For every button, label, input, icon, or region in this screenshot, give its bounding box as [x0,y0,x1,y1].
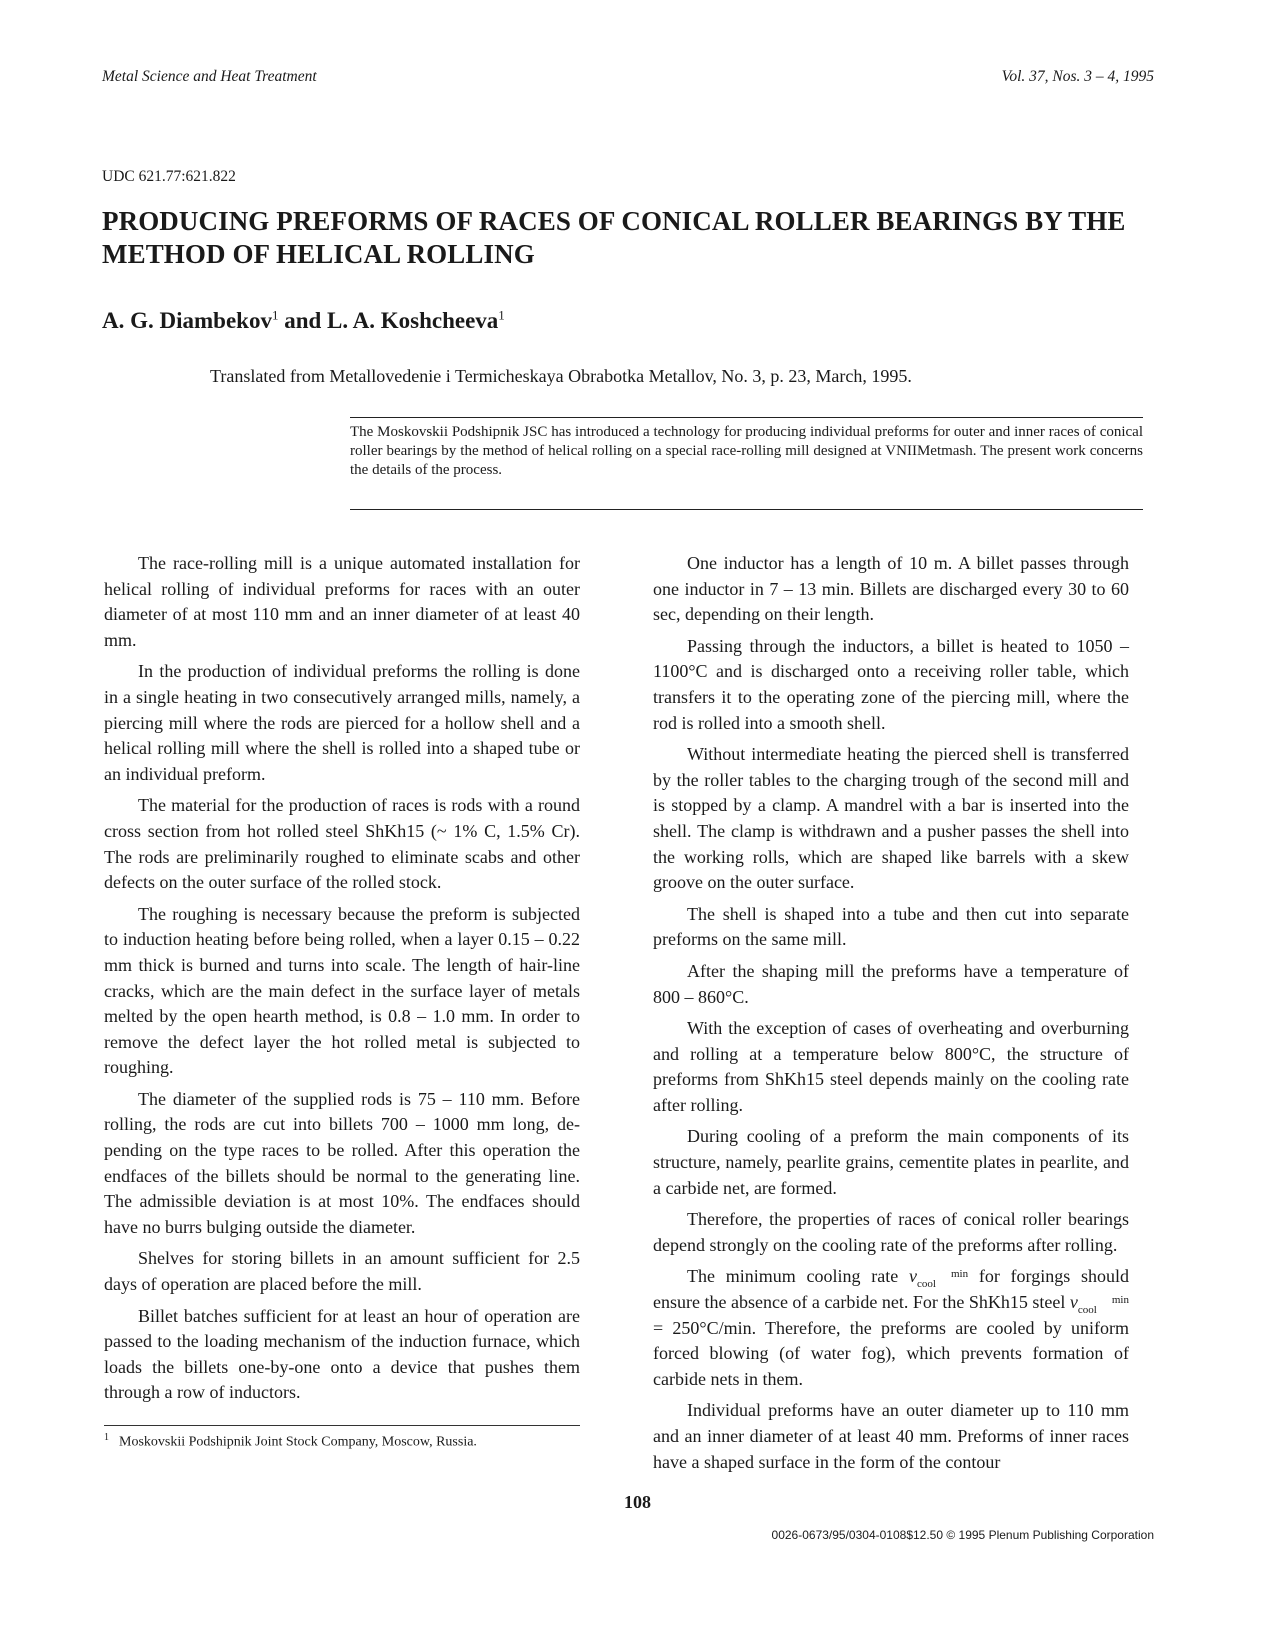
cooling-rate-symbol [1069,1292,1129,1317]
volume-info: Vol. 37, Nos. 3 – 4, 1995 [1001,68,1154,85]
paragraph: The race-rolling mill is a unique automated installation for helical rolling of individual preforms for races with an outer diameter of at most 110 mm and an inner diameter of at least 40 mm. [104,553,580,650]
author-connector: and [278,308,328,333]
udc-code: UDC 621.77:621.822 [102,168,236,185]
left-column [104,551,580,1412]
cooling-rate-symbol [908,1266,969,1291]
journal-name: Metal Science and Heat Treatment [102,68,317,85]
paragraph: During cooling of a preform the main components of its structure, namely, pearlite grains, cementite plates in pearlite, and a carbide net, are formed. [653,1126,1129,1198]
paragraph: Shelves for storing billets in an amount sufficient for 2.5 days of operation are placed before the mill. [104,1248,580,1295]
footnote-rule [104,1425,580,1426]
page-number: 108 [624,1492,651,1512]
paragraph: Passing through the inductors, a billet is heated to 1050 – 1100°C and is discharged onto a receiving roller table, which transfers it to the operating zone of the piercing mill, where the rod is rolled into a smooth shell. [653,635,1129,733]
translation-note: Translated from Metallovedenie i Termicheskaya Obrabotka Metallov, No. 3, p. 23, March, 1995. [210,366,912,386]
paragraph: The roughing is necessary because the preform is subjected to induction heating before being rolled, when a layer 0.15 – 0.22 mm thick is burned and turns into scale. The length of hair-line cracks, which are the main defect in the surface layer of metals melted by the open hearth method, is 0.8 – 1.0 mm. In order to remove the defect layer the hot rolled metal is subjected to roughing. [104,903,580,1078]
authors [102,308,505,334]
symbol-sub: cool [1077,1304,1097,1317]
paragraph: Without intermediate heating the pierced shell is transferred by the roller tables to the charging trough of the second mill and is stopped by a clamp. A mandrel with a bar is inserted into the shell. The clamp is withdrawn and a pusher passes the shell into the working rolls, which are shaped like barrels with a skew groove on the outer surface. [653,744,1129,893]
footnote-mark: 1 [104,1432,109,1443]
symbol-v: v [1069,1292,1078,1313]
footnote [104,1432,477,1451]
symbol-sub: cool [916,1278,936,1291]
author-1: A. G. Diambekov [102,308,272,333]
abstract: The Moskovskii Podshipnik JSC has introduced a technology for producing individual preforms for outer and inner races of conical roller bearings by the method of helical rolling on a special race-rolling mill designed at VNIIMetmash. The present work concerns the details of the process. [350,424,1143,478]
paragraph: With the exception of cases of overheating and overburning and rolling at a temperature below 800°C, the structure of preforms from ShKh15 steel depends mainly on the cooling rate after rolling. [653,1018,1129,1115]
symbol-sup: min [1111,1294,1129,1307]
abstract-bottom-rule [350,509,1143,510]
affiliation-mark-1: 1 [271,307,279,323]
symbol-sup: min [950,1268,969,1281]
paragraph-cooling-rate [653,1264,1129,1392]
text-run: = 250°C/min. Therefore, the preforms are cooled by uniform forced blowing (of water fog), which prevents formation of carbide nets in them. [653,1317,1129,1389]
author-2: L. A. Koshcheeva [327,308,499,333]
text-run: for forgings should ensure the absence of a carbide net. For the ShKh15 steel [653,1266,1129,1313]
paragraph: In the production of individual preforms the rolling is done in a single heating in two consecutively arranged mills, namely, a piercing mill where the rods are pierced for a hollow shell and a helical rolling mill where the shell is rolled into a shaped tube or an individual preform. [104,661,580,784]
footnote-text: Moskovskii Podshipnik Joint Stock Company, Moscow, Russia. [119,1434,477,1450]
article-title: PRODUCING PREFORMS OF RACES OF CONICAL ROLLER BEARINGS BY THE METHOD OF HELICAL ROLLING [102,206,1126,269]
text-run: The minimum cooling rate [687,1266,909,1287]
paragraph: After the shaping mill the preforms have a temperature of 800 – 860°C. [653,960,1129,1007]
paragraph: The diameter of the supplied rods is 75 – 110 mm. Before rolling, the rods are cut into billets 700 – 1000 mm long, depending on the type races to be rolled. After this operation the endfaces of the billets should be normal to the generating line. The admissible deviation is at most 10%. The endfaces should have no burrs bulging outside the diameter. [104,1088,580,1237]
paragraph: The shell is shaped into a tube and then cut into separate preforms on the same mill. [653,903,1129,950]
symbol-indices [917,1269,968,1289]
right-column [653,551,1129,1481]
symbol-v: v [908,1266,917,1287]
abstract-top-rule [350,417,1143,418]
symbol-indices [1078,1295,1129,1315]
paragraph: Individual preforms have an outer diameter up to 110 mm and an inner diameter of at least 40 mm. Preforms of inner races have a shaped surface in the form of the contour [653,1400,1129,1472]
paragraph: Billet batches sufficient for at least an hour of operation are passed to the loading mechanism of the induction furnace, which loads the billets one-by-one onto a device that pushes them through a row of inductors. [104,1305,580,1403]
paragraph: Therefore, the properties of races of conical roller bearings depend strongly on the cooling rate of the preforms after rolling. [653,1209,1129,1255]
copyright-line: 0026-0673/95/0304-0108$12.50 © 1995 Plenum Publishing Corporation [771,1528,1154,1542]
paragraph: One inductor has a length of 10 m. A billet passes through one inductor in 7 – 13 min. Billets are discharged every 30 to 60 sec, depending on their length. [653,553,1129,625]
paragraph: The material for the production of races is rods with a round cross section from hot rolled steel ShKh15 (~ 1% C, 1.5% Cr). The rods are preliminarily roughed to eliminate scabs and other defects on the outer surface of the rolled stock. [104,795,580,893]
affiliation-mark-2: 1 [498,307,505,323]
